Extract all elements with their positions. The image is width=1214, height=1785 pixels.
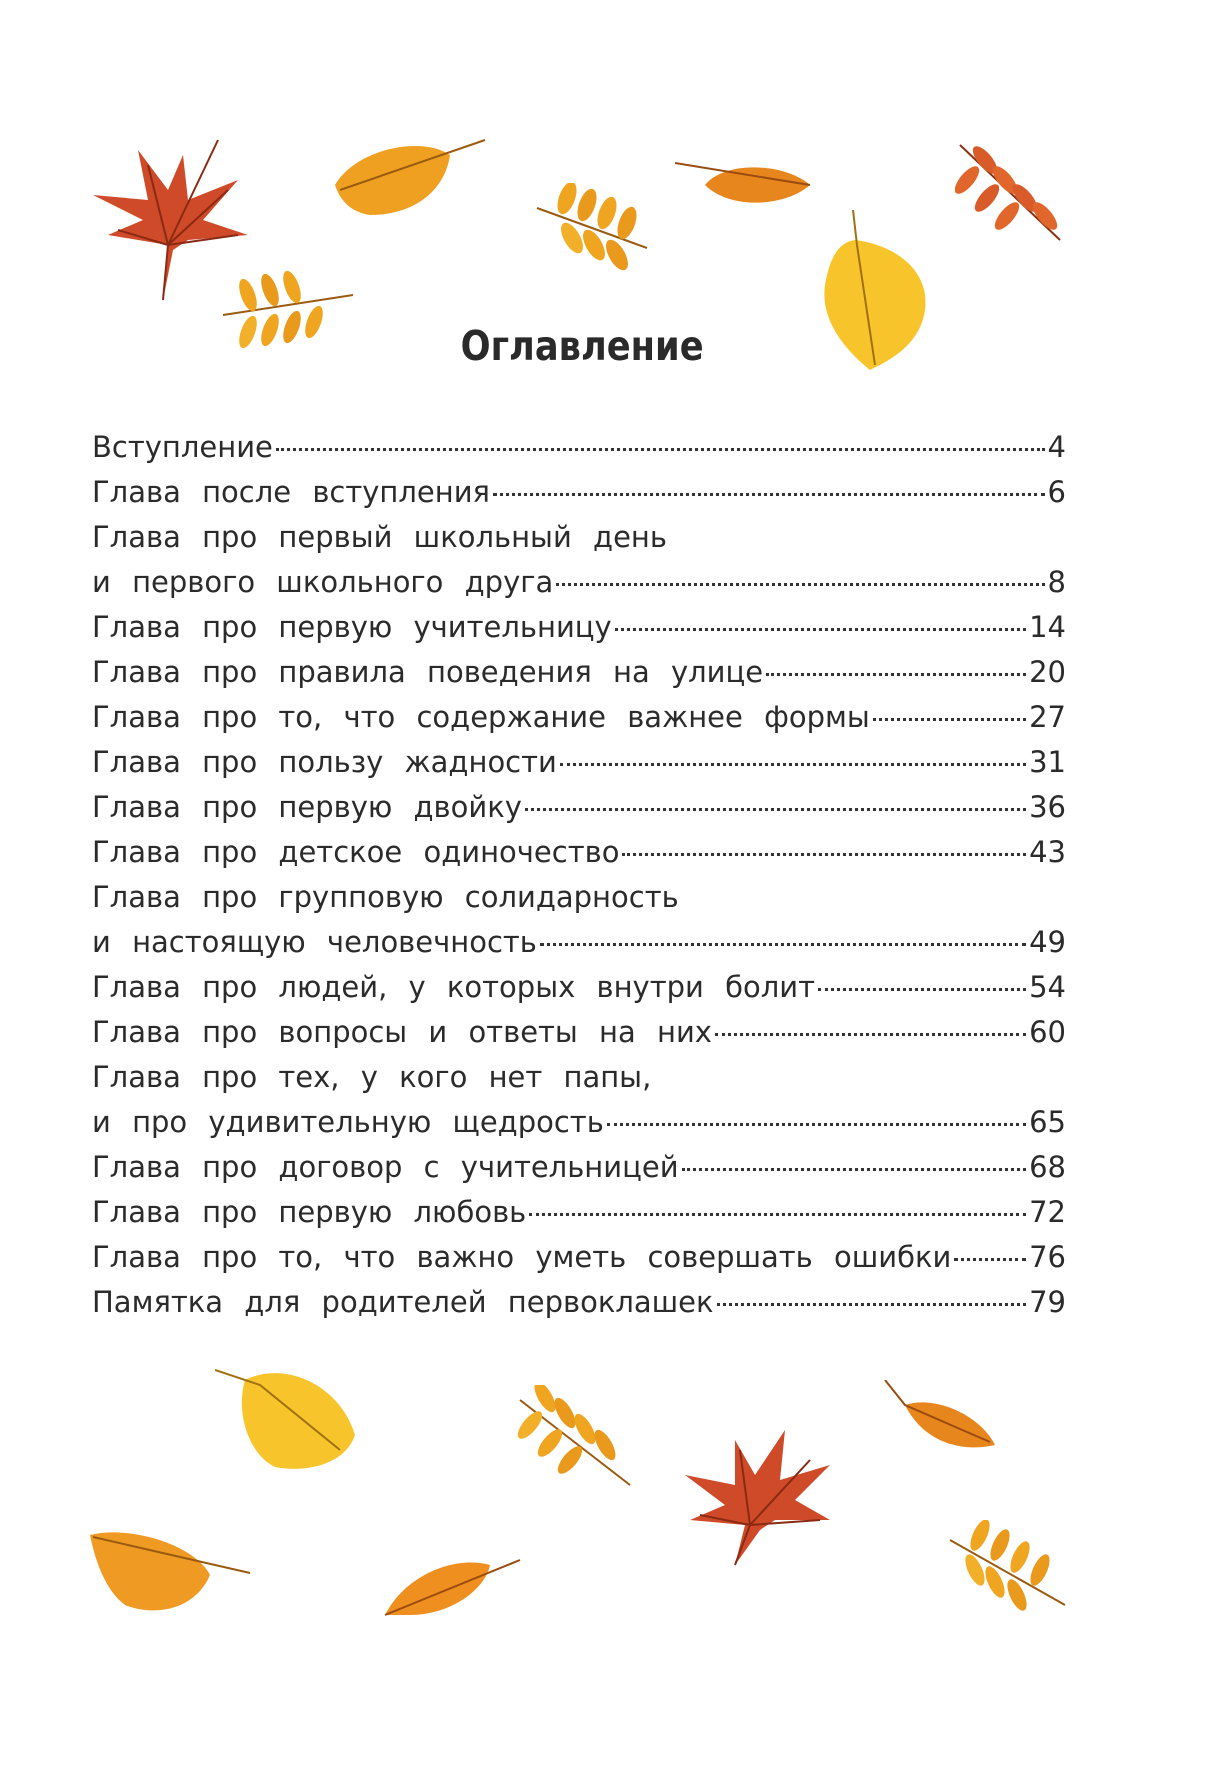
birch-leaf-icon <box>675 155 815 215</box>
toc-entry <box>92 740 1066 785</box>
dot-leader <box>615 628 1026 631</box>
dot-leader <box>529 1213 1026 1216</box>
toc-entry-title: Глава после вступления <box>92 475 490 509</box>
dot-leader <box>540 943 1026 946</box>
toc-entry <box>92 470 1066 515</box>
toc-entry <box>92 1100 1066 1145</box>
toc-entry-title: Глава про правила поведения на улице <box>92 655 764 689</box>
toc-page-number: 68 <box>1029 1150 1066 1184</box>
toc-page-number: 6 <box>1047 475 1066 509</box>
dot-leader <box>622 853 1026 856</box>
toc-entry-title: и про удивительную щедрость <box>92 1105 604 1139</box>
toc-entry <box>92 1190 1066 1235</box>
toc-entry <box>92 695 1066 740</box>
toc-entry-title: Глава про людей, у которых внутри болит <box>92 970 815 1004</box>
toc-page-number: 36 <box>1029 790 1066 824</box>
table-of-contents <box>92 425 1066 1325</box>
toc-entry-title: Глава про то, что содержание важнее формы <box>92 700 870 734</box>
toc-entry-title: Вступление <box>92 430 273 464</box>
page-title: Оглавление <box>460 322 704 370</box>
toc-entry-title: Глава про первый школьный день <box>92 520 667 554</box>
toc-entry <box>92 1055 1066 1100</box>
dot-leader <box>682 1168 1027 1171</box>
dot-leader <box>873 718 1026 721</box>
toc-entry-title: и первого школьного друга <box>92 565 554 599</box>
toc-page-number: 54 <box>1029 970 1066 1004</box>
toc-entry <box>92 560 1066 605</box>
toc-entry-title: Глава про групповую солидарность <box>92 880 679 914</box>
dot-leader <box>607 1123 1026 1126</box>
toc-entry <box>92 650 1066 695</box>
toc-page-number: 72 <box>1029 1195 1066 1229</box>
toc-entry-title: и настоящую человечность <box>92 925 537 959</box>
toc-entry-title: Глава про детское одиночество <box>92 835 620 869</box>
toc-page-number: 8 <box>1047 565 1066 599</box>
toc-page-number: 65 <box>1029 1105 1066 1139</box>
maple-leaf-icon <box>680 1420 840 1580</box>
rowan-leaf-icon <box>515 1385 635 1490</box>
toc-entry-title: Глава про пользу жадности <box>92 745 557 779</box>
dot-leader <box>276 448 1045 451</box>
dot-leader <box>818 988 1026 991</box>
birch-leaf-icon <box>380 1540 525 1620</box>
toc-entry-title: Глава про первую любовь <box>92 1195 527 1229</box>
dot-leader <box>493 493 1045 496</box>
toc-entry <box>92 830 1066 875</box>
toc-entry <box>92 920 1066 965</box>
toc-page-number: 79 <box>1029 1285 1066 1319</box>
toc-entry <box>92 1235 1066 1280</box>
dot-leader <box>560 763 1026 766</box>
toc-page-number: 43 <box>1029 835 1066 869</box>
toc-entry-title: Глава про вопросы и ответы на них <box>92 1015 712 1049</box>
toc-entry-title: Глава про первую двойку <box>92 790 522 824</box>
toc-page-number: 14 <box>1029 610 1066 644</box>
rowan-leaf-icon <box>532 183 652 278</box>
toc-page-number: 27 <box>1029 700 1066 734</box>
toc-entry <box>92 1010 1066 1055</box>
toc-page-number: 31 <box>1029 745 1066 779</box>
toc-entry <box>92 875 1066 920</box>
toc-entry <box>92 1145 1066 1190</box>
toc-entry <box>92 1280 1066 1325</box>
toc-entry-title: Глава про первую учительницу <box>92 610 612 644</box>
dot-leader <box>525 808 1026 811</box>
toc-entry <box>92 785 1066 830</box>
toc-page-number: 4 <box>1047 430 1066 464</box>
rowan-leaf-icon <box>955 140 1070 255</box>
toc-entry-title: Глава про то, что важно уметь совершать ошибки <box>92 1240 952 1274</box>
toc-entry-title: Глава про договор с учительницей <box>92 1150 679 1184</box>
aspen-leaf-icon <box>215 1355 365 1480</box>
rowan-leaf-icon <box>945 1520 1070 1625</box>
dot-leader <box>766 673 1026 676</box>
dot-leader <box>556 583 1044 586</box>
toc-entry-title: Глава про тех, у кого нет папы, <box>92 1060 652 1094</box>
dot-leader <box>954 1258 1026 1261</box>
birch-leaf-icon <box>880 1380 1000 1460</box>
toc-page-number: 20 <box>1029 655 1066 689</box>
dot-leader <box>717 1303 1027 1306</box>
toc-entry-title: Памятка для родителей первоклашек <box>92 1285 714 1319</box>
toc-entry <box>92 425 1066 470</box>
toc-page-number: 49 <box>1029 925 1066 959</box>
toc-entry <box>92 515 1066 560</box>
toc-entry <box>92 605 1066 650</box>
dot-leader <box>715 1033 1026 1036</box>
birch-leaf-icon <box>85 1525 255 1625</box>
toc-page-number: 76 <box>1029 1240 1066 1274</box>
toc-page-number: 60 <box>1029 1015 1066 1049</box>
birch-leaf-icon <box>325 130 490 230</box>
toc-entry <box>92 965 1066 1010</box>
